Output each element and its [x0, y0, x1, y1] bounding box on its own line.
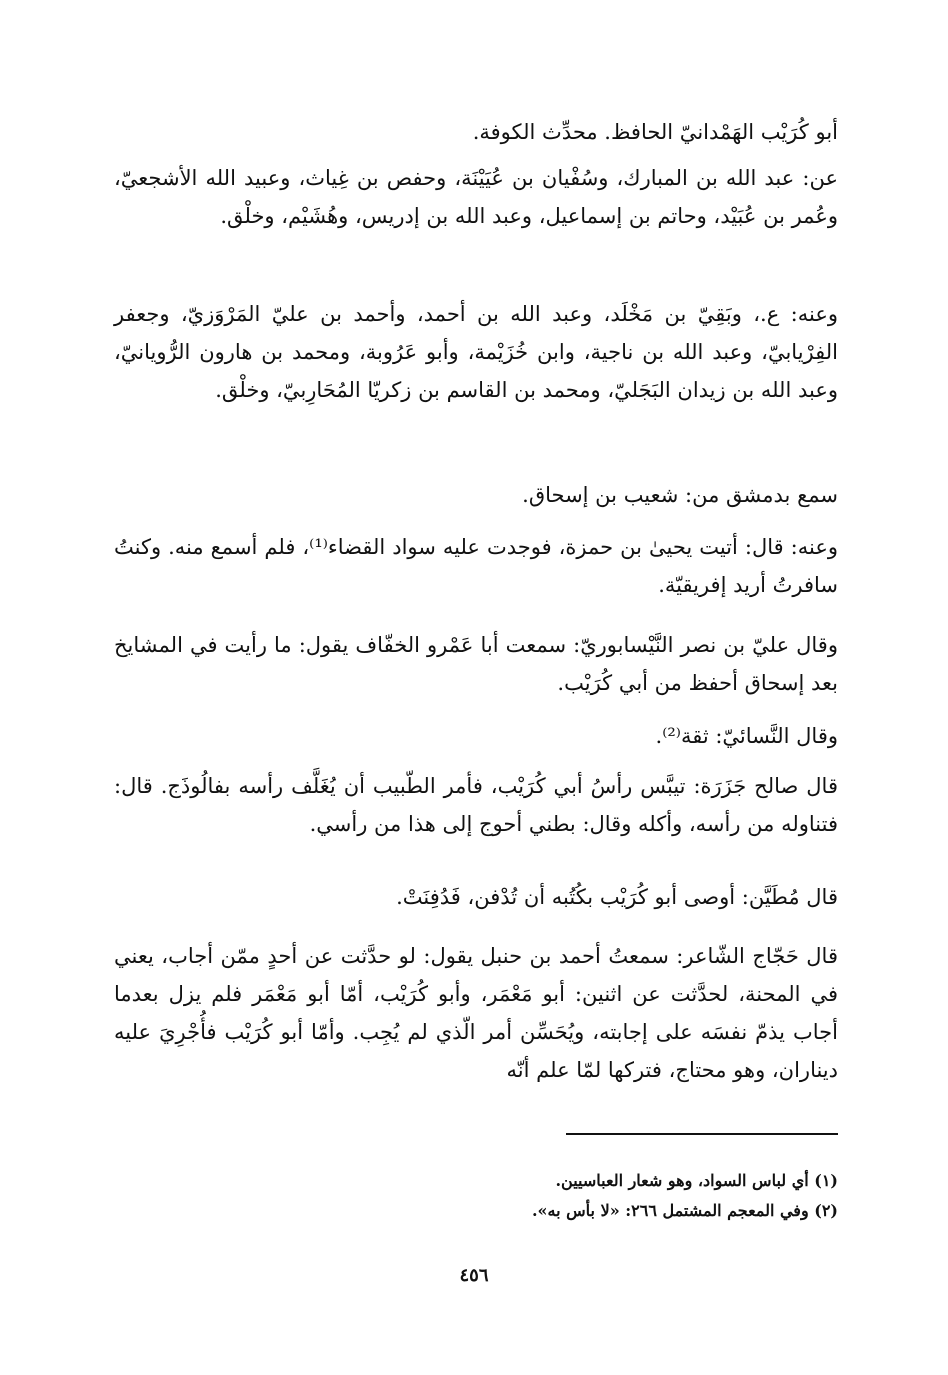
paragraph-students: وعنه: ع.، وبَقِيّ بن مَخْلَد، وعبد الله بن أحمد، وأحمد بن عليّ المَرْوَزيّ، وجعفر الفِرْيابيّ، وعبد الله بن ناجية، وابن خُزَيْمة، وأبو عَرُوبة، ومحمد بن هارون الرُّويانيّ، وعبد الله بن زيدان البَجَليّ، ومحمد بن القاسم بن زكريّا المُحَارِبيّ، وخلْق.	[114, 302, 838, 402]
paragraph-damascus: سمع بدمشق من: شعيب بن إسحاق.	[522, 483, 838, 507]
paragraph-teachers: عن: عبد الله بن المبارك، وسُفْيان بن عُيَيْنَة، وحفص بن غِياث، وعبيد الله الأشجعيّ، وعُمر بن عُبَيْد، وحاتم بن إسماعيل، وعبد الله بن إدريس، وهُشَيْم، وخلْق.	[114, 166, 838, 228]
footnote-divider	[566, 1133, 838, 1135]
paragraph-title: أبو كُرَيْب الهَمْدانيّ الحافظ. محدِّث الكوفة.	[472, 120, 838, 144]
paragraph-hajjaj: قال حَجّاج الشّاعر: سمعتُ أحمد بن حنبل يقول: لو حدَّثت عن أحدٍ ممّن أجاب، يعني في المحنة، لحدَّثت عن اثنين: أبو مَعْمَر، وأبو كُرَيْب، أمّا أبو مَعْمَر فلم يزل بعدما أجاب يذمّ نفسَه على إجابته، ويُحَسِّن أمر الّذي لم يُجِب. وأمّا أبو كُرَيْب فأُجْرِيَ عليه ديناران، وهو محتاج، فتركها لمّا علم أنّه	[114, 944, 838, 1082]
paragraph-mutayyan: قال مُطَيَّن: أوصى أبو كُرَيْب بكُتُبه أن تُدْفن، فَدُفِنَتْ.	[396, 885, 838, 909]
footnote-2: (٢) وفي المعجم المشتمل ٢٦٦: «لا بأس به».	[531, 1201, 838, 1220]
paragraph-yahya: وعنه: قال: أتيت يحيىٰ بن حمزة، فوجدت عليه سواد القضاء⁽¹⁾، فلم أسمع منه. وكنتُ سافرتُ أريد إفريقيّة.	[114, 535, 838, 597]
page-number: ٤٥٦	[459, 1265, 489, 1286]
paragraph-nasai: وقال النَّسائيّ: ثقة⁽²⁾.	[655, 724, 838, 748]
footnote-1: (١) أي لباس السواد، وهو شعار العباسيين.	[555, 1171, 838, 1190]
paragraph-khaffaf: وقال عليّ بن نصر النَّيْسابوريّ: سمعت أبا عَمْرو الخفّاف يقول: ما رأيت في المشايخ بعد إسحاق أحفظ من أبي كُرَيْب.	[114, 633, 838, 695]
paragraph-salih: قال صالح جَزَرَة: تيبَّس رأسُ أبي كُرَيْب، فأمر الطّبيب أن يُغَلَّف رأسه بفالُوذَج. قال: فتناوله من رأسه، وأكله وقال: بطني أحوج إلى هذا من رأسي.	[114, 774, 838, 836]
